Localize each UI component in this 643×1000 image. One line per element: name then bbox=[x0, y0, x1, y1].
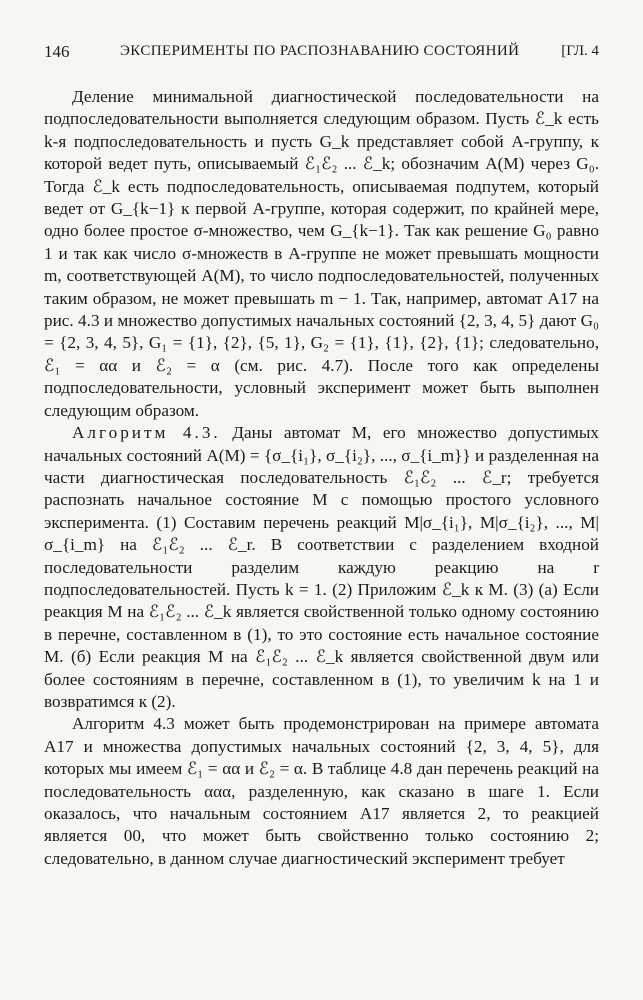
algorithm-heading: Алгоритм 4.3. bbox=[72, 423, 221, 443]
page-header bbox=[44, 42, 599, 66]
paragraph-division: Деление минимальной диагностической последовательности на подпоследовательности выполняется следующим образом. Пусть ℰ_k есть k-я подпоследовательность и пусть G_k представляет собой A-группу, к которой ведет путь, описываемый ℰ₁ℰ₂ ... ℰ_k; обозначим A(M) через G₀. Тогда ℰ_k есть подпоследовательность, описываемая подпутем, который ведет от G_{k−1} к первой A-группе, которая содержит, по крайней мере, одно более простое σ-множество, чем G_{k−1}. Так как решение G₀ равно 1 и так как число σ-множеств в A-группе не может превышать мощности m, соответствующей A(M), то число подпоследовательностей, полученных таким образом, не может превышать m − 1. Так, например, автомат A17 на рис. 4.3 и множество допустимых начальных состояний {2, 3, 4, 5} дают G₀ = {2, 3, 4, 5}, G₁ = {1}, {2}, {5, 1}, G₂ = {1}, {1}, {2}, {1}; следовательно, ℰ₁ = αα и ℰ₂ = α (см. рис. 4.7). После того как определены подпоследовательности, условный эксперимент может быть выполнен следующим образом. bbox=[44, 87, 599, 420]
body-text bbox=[44, 86, 599, 870]
chapter-reference: [ГЛ. 4 bbox=[561, 43, 599, 59]
page-number: 146 bbox=[44, 42, 70, 61]
algorithm-text: Даны автомат M, его множество допустимых начальных состояний A(M) = {σ_{i₁}, σ_{i₂}, ..., σ_{i_m}} и разделенная на части диагностическая последовательность ℰ₁ℰ₂ ... ℰ_r; требуется распознать начальное состояние M с помощью простого условного эксперимента. (1) Составим перечень реакций M|σ_{i₁}, M|σ_{i₂}, ..., M|σ_{i_m} на ℰ₁ℰ₂ ... ℰ_r. В соответствии с разделением входной последовательности разделим каждую реакцию на r подпоследовательностей. Пусть k = 1. (2) Приложим ℰ_k к M. (3) (а) Если реакция M на ℰ₁ℰ₂ ... ℰ_k является свойственной только одному состоянию в перечне, составленном в (1), то это состояние есть начальное состояние M. (б) Если реакция M на ℰ₁ℰ₂ ... ℰ_k является свойственной двум или более состояниям в перечне, составленном в (1), то увеличим k на 1 и возвратимся к (2). bbox=[44, 423, 599, 711]
paragraph-example: Алгоритм 4.3 может быть продемонстрирован на примере автомата A17 и множества допустимых начальных состояний {2, 3, 4, 5}, для которых мы имеем ℰ₁ = αα и ℰ₂ = α. В таблице 4.8 дан перечень реакций на последовательность ααα, разделенную, как сказано в шаге 1. Если оказалось, что начальным состоянием A17 является 2, то реакцией является 00, что может быть свойственно только состоянию 2; следовательно, в данном случае диагностический эксперимент требует bbox=[44, 714, 599, 868]
algorithm-paragraph bbox=[44, 422, 599, 713]
running-title: ЭКСПЕРИМЕНТЫ ПО РАСПОЗНАВАНИЮ СОСТОЯНИЙ bbox=[120, 43, 520, 59]
